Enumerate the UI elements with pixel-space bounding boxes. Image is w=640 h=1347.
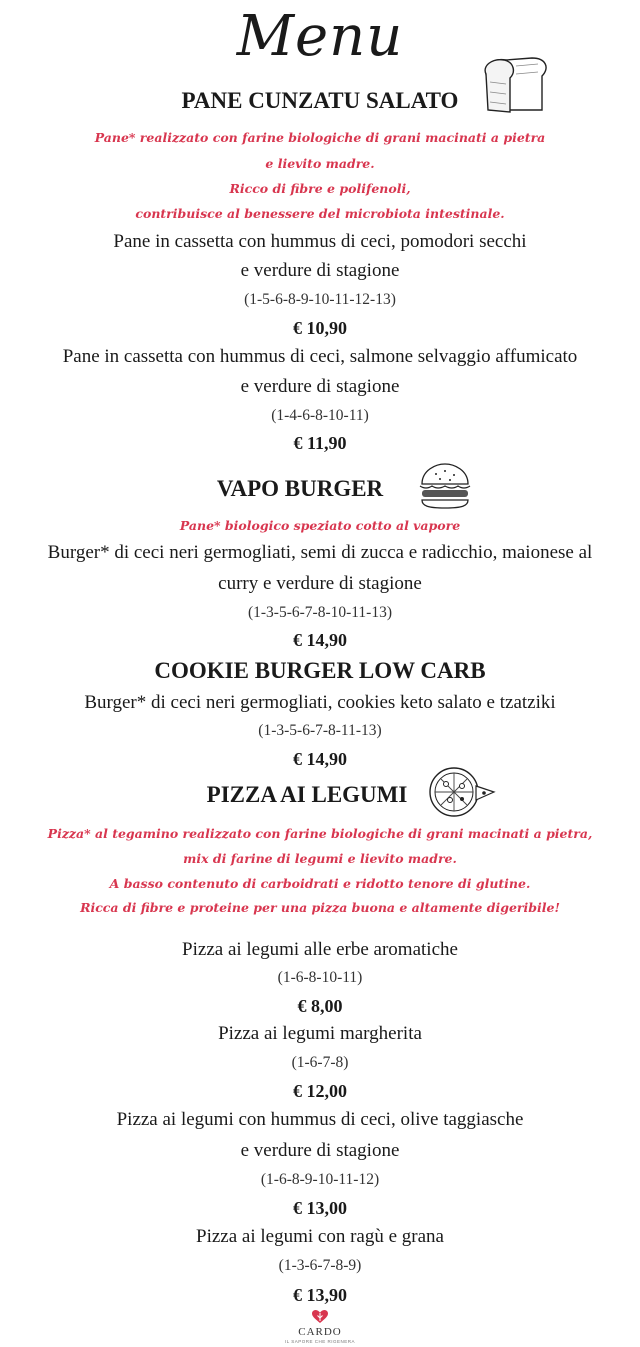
dish-price: € 8,00 <box>297 996 343 1016</box>
dish-price: € 14,90 <box>293 749 347 769</box>
pizza-note-line-1: Pizza* al tegamino realizzato con farine biologiche di grani macinati a pietra, <box>47 826 593 841</box>
heart-logo-icon <box>311 1309 329 1324</box>
dish-allergens: (1-4-6-8-10-11) <box>271 407 369 424</box>
dish-price: € 14,90 <box>293 630 347 650</box>
pizza-note-line-2: mix di farine di legumi e lievito madre. <box>183 851 457 866</box>
footer-brand: CARDO <box>298 1326 342 1338</box>
dish-allergens: (1-5-6-8-9-10-11-12-13) <box>244 291 396 308</box>
dish-name: Pane in cassetta con hummus di ceci, salmone selvaggio affumicato <box>62 346 578 367</box>
dish-name: Pizza ai legumi margherita <box>218 1023 422 1044</box>
dish-price: € 13,00 <box>293 1198 347 1218</box>
dish-allergens: (1-3-5-6-7-8-10-11-13) <box>247 604 393 621</box>
dish-name: curry e verdure di stagione <box>218 573 422 594</box>
pizza-icon <box>424 766 496 818</box>
dish-price: € 12,00 <box>293 1081 347 1101</box>
section-heading-cookie: COOKIE BURGER LOW CARB <box>154 658 486 683</box>
pizza-note-line-3: A basso contenuto di carboidrati e ridotto tenore di glutine. <box>109 876 531 891</box>
dish-name: Pane in cassetta con hummus di ceci, pomodori secchi <box>113 231 527 252</box>
dish-name: Burger* di ceci neri germogliati, cookies keto salato e tzatziki <box>84 692 556 713</box>
dish-name: Burger* di ceci neri germogliati, semi di zucca e radicchio, maionese al <box>47 542 593 563</box>
section-heading-vapo: VAPO BURGER <box>216 476 384 501</box>
burger-icon <box>418 462 472 510</box>
dish-name: Pizza ai legumi con ragù e grana <box>196 1226 444 1247</box>
dish-price: € 11,90 <box>293 433 347 453</box>
dish-name: e verdure di stagione <box>240 376 400 397</box>
dish-name: e verdure di stagione <box>240 260 400 281</box>
dish-name: Pizza ai legumi con hummus di ceci, olive taggiasche <box>116 1109 524 1130</box>
dish-allergens: (1-3-6-7-8-9) <box>278 1257 362 1274</box>
menu-title: Menu <box>236 4 404 69</box>
pane-note-line-4: contribuisce al benessere del microbiota intestinale. <box>135 206 505 221</box>
pane-note-line-3: Ricco di fibre e polifenoli, <box>229 181 411 196</box>
dish-name: Pizza ai legumi alle erbe aromatiche <box>182 939 458 960</box>
pane-note-line-2: e lievito madre. <box>265 156 375 171</box>
dish-price: € 13,90 <box>293 1285 347 1305</box>
dish-allergens: (1-6-7-8) <box>291 1054 349 1071</box>
vapo-note-line-1: Pane* biologico speziato cotto al vapore <box>179 518 461 533</box>
section-heading-pizza: PIZZA AI LEGUMI <box>206 782 408 807</box>
pane-note-line-1: Pane* realizzato con farine biologiche di grani macinati a pietra <box>94 130 546 145</box>
dish-price: € 10,90 <box>293 318 347 338</box>
dish-allergens: (1-6-8-9-10-11-12) <box>260 1171 380 1188</box>
footer-tagline: IL SAPORE CHE RIGENERA <box>284 1339 356 1344</box>
dish-allergens: (1-3-5-6-7-8-11-13) <box>258 722 382 739</box>
dish-allergens: (1-6-8-10-11) <box>277 969 363 986</box>
dish-name: e verdure di stagione <box>240 1140 400 1161</box>
section-heading-pane: PANE CUNZATU SALATO <box>181 88 459 113</box>
pizza-note-line-4: Ricca di fibre e proteine per una pizza buona e altamente digeribile! <box>80 900 560 915</box>
